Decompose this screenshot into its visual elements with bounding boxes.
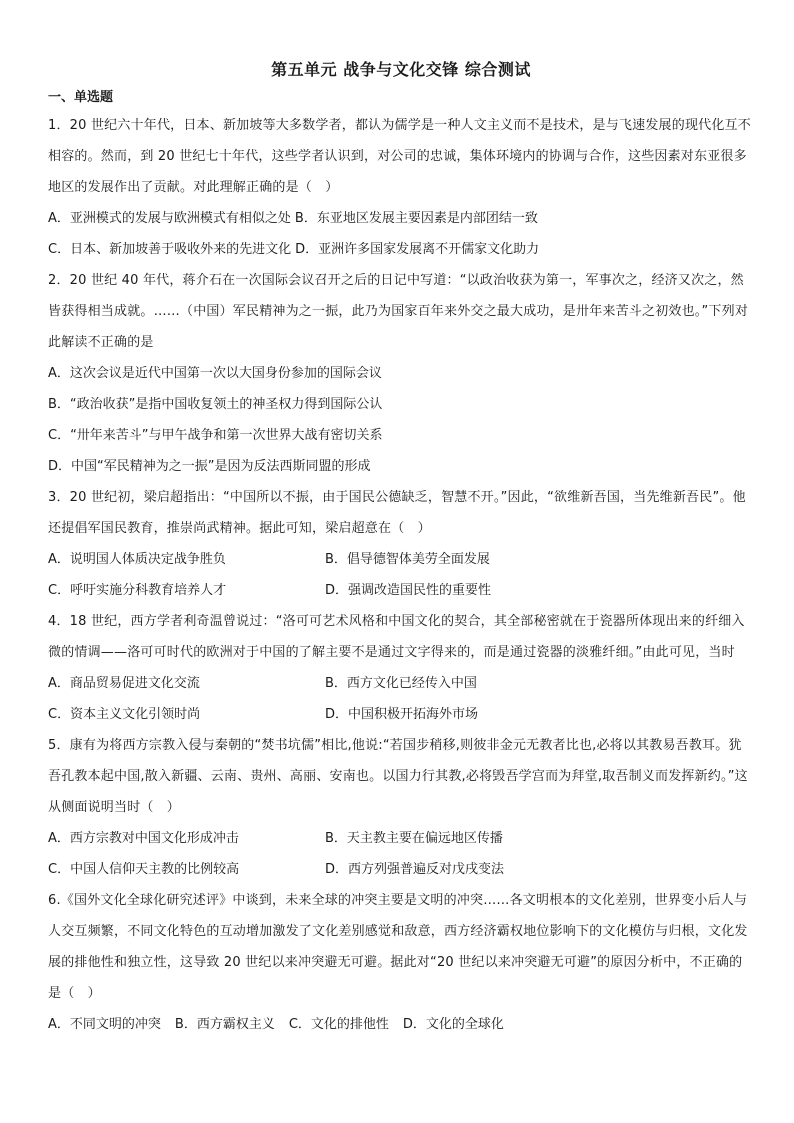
options-row (48, 668, 754, 699)
option-b[interactable]: B．西方霸权主义 (174, 1017, 275, 1032)
option-a[interactable]: A．这次会议是近代中国第一次以大国身份参加的国际会议 (48, 366, 382, 381)
option-b[interactable]: B．天主教主要在偏远地区传播 (325, 831, 503, 846)
option-a[interactable]: A．亚洲模式的发展与欧洲模式有相似之处 (48, 211, 291, 226)
question-2 (48, 265, 754, 482)
option-a[interactable]: A．不同文明的冲突 (48, 1017, 161, 1032)
option-a[interactable]: A．商品贸易促进文化交流 (48, 676, 200, 691)
option-a[interactable]: A．西方宗教对中国文化形成冲击 (48, 831, 239, 846)
option-d[interactable]: D．中国积极开拓海外市场 (325, 707, 479, 722)
section-heading: 一、单选题 (48, 90, 114, 105)
question-4-stem: 4．18 世纪，西方学者利奇温曾说过：“洛可可艺术风格和中国文化的契合，其全部秘密就在于瓷器所体现出来的纤细入微的情调——洛可可时代的欧洲对于中国的了解主要不是通过文字得来的，而是通过瓷器的淡雅纤细。”由此可见，当时 (48, 614, 745, 660)
question-1-stem: 1．20 世纪六十年代，日本、新加坡等大多数学者，都认为儒学是一种人文主义而不是技术，是与飞速发展的现代化互不相容的。然而，到 20 世纪七十年代，这些学者认识到，对公司的忠诚，集体环境内的协调与合作，这些因素对东亚很多地区的发展作出了贡献。对此理解正确的是（ ） (48, 118, 751, 195)
question-3-options (48, 544, 754, 606)
option-c[interactable]: C．中国人信仰天主教的比例较高 (48, 862, 240, 877)
option-d[interactable]: D．西方列强普遍反对戊戌变法 (325, 862, 505, 877)
options-row (48, 234, 754, 265)
document-title: 第五单元 战争与文化交锋 综合测试 (271, 60, 531, 79)
option-b[interactable]: B．“政治收获”是指中国收复领土的神圣权力得到国际公认 (48, 397, 383, 412)
question-1 (48, 110, 754, 265)
options-row (48, 823, 754, 854)
option-d[interactable]: D．文化的全球化 (402, 1017, 504, 1032)
option-c[interactable]: C．“卅年来苦斗”与甲午战争和第一次世界大战有密切关系 (48, 428, 383, 443)
question-2-options (48, 358, 754, 482)
option-c[interactable]: C．文化的排他性 (288, 1017, 389, 1032)
question-4 (48, 606, 754, 730)
question-4-options (48, 668, 754, 730)
option-d[interactable]: D．亚洲许多国家发展离不开儒家文化助力 (295, 242, 540, 257)
options-row (48, 1009, 754, 1040)
option-d[interactable]: D．中国“军民精神为之一振”是因为反法西斯同盟的形成 (48, 459, 371, 474)
question-6 (48, 885, 754, 1040)
option-b[interactable]: B．东亚地区发展主要因素是内部团结一致 (294, 211, 538, 226)
option-b[interactable]: B．倡导德智体美劳全面发展 (325, 552, 490, 567)
option-c[interactable]: C．日本、新加坡善于吸收外来的先进文化 (48, 242, 292, 257)
question-5 (48, 730, 754, 885)
question-6-stem: 6.《国外文化全球化研究述评》中谈到，未来全球的冲突主要是文明的冲突……各文明根本的文化差别，世界变小后人与人交互频繁，不同文化特色的互动增加激发了文化差别感觉和敌意，西方经济霸权地位影响下的文化模仿与归根，文化发展的排他性和独立性，这导致 20 世纪以来冲突避无可避。据此对“20 世纪以来冲突避无可避”的原因分析中，不正确的是（ ） (48, 893, 748, 1001)
options-row (48, 699, 754, 730)
question-5-stem: 5．康有为将西方宗教入侵与秦朝的“焚书坑儒”相比,他说:“若国步稍移,则彼非金元无教者比也,必将以其教易吾教耳。犹吾孔教本起中国,散入新疆、云南、贵州、高丽、安南也。以国力行其教,必将毁吾学宫而为拜堂,取吾制义而发挥新约。”这从侧面说明当时（ ） (48, 738, 748, 815)
option-a[interactable]: A．说明国人体质决定战争胜负 (48, 552, 226, 567)
option-c[interactable]: C．资本主义文化引领时尚 (48, 707, 201, 722)
question-6-options (48, 1009, 754, 1040)
question-2-stem: 2．20 世纪 40 年代，蒋介石在一次国际会议召开之后的日记中写道：“以政治收获为第一，军事次之，经济又次之，然皆获得相当成就。……（中国）军民精神为之一振，此乃为国家百年来外交之最大成功，是卅年来苦斗之初效也。”下列对此解读不正确的是 (48, 273, 749, 350)
options-row (48, 575, 754, 606)
question-1-options (48, 203, 754, 265)
options-row (48, 203, 754, 234)
question-3 (48, 482, 754, 606)
question-5-options (48, 823, 754, 885)
option-d[interactable]: D．强调改造国民性的重要性 (325, 583, 492, 598)
option-b[interactable]: B．西方文化已经传入中国 (325, 676, 477, 691)
option-c[interactable]: C．呼吁实施分科教育培养人才 (48, 583, 227, 598)
options-row (48, 854, 754, 885)
options-row (48, 544, 754, 575)
question-3-stem: 3．20 世纪初，梁启超指出：“中国所以不振，由于国民公德缺乏，智慧不开。”因此，“欲维新吾国，当先维新吾民”。他还提倡军国民教育，推崇尚武精神。据此可知，梁启超意在（ ） (48, 490, 746, 536)
